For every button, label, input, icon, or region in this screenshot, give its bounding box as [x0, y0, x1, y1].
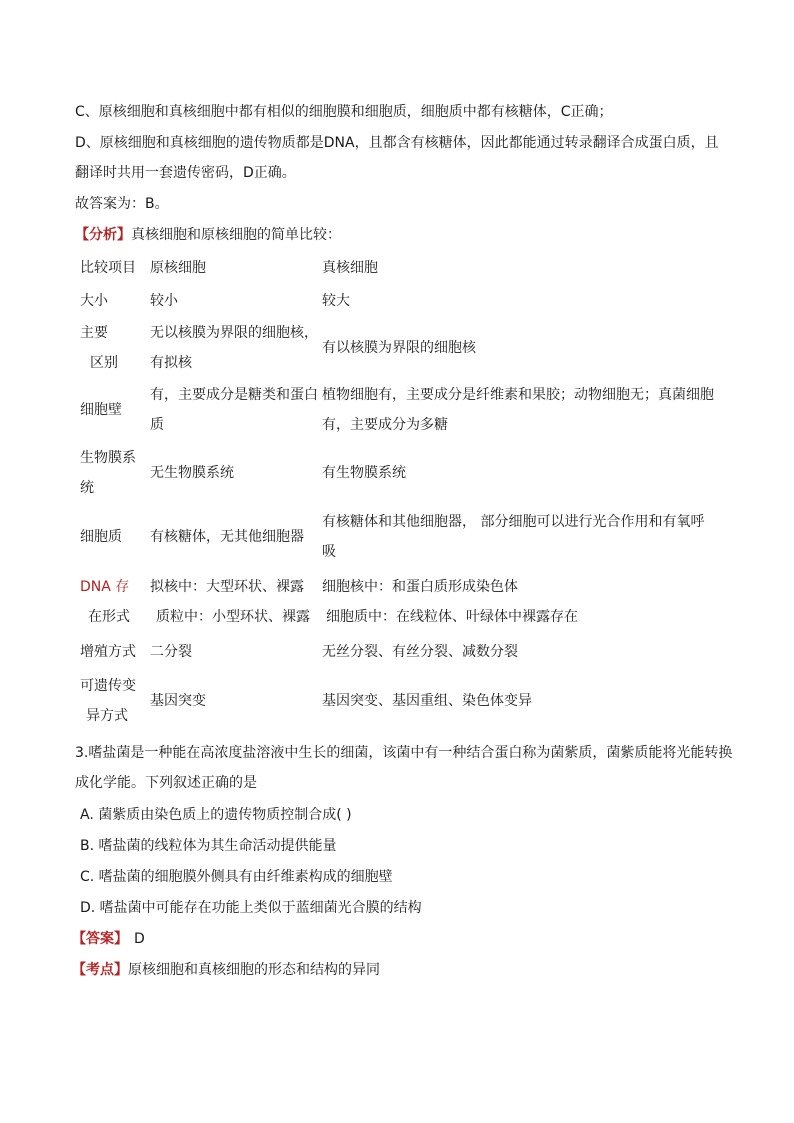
cell-line: 细胞核中：和蛋白质形成染色体 [322, 579, 518, 595]
table-row-main-difference [75, 318, 735, 378]
analysis-label: 【分析】 [75, 227, 131, 243]
prokaryote-cell [150, 318, 322, 378]
header-eukaryote: 真核细胞 [322, 260, 378, 276]
cell-line: 植物细胞有，主要成分是纤维素和果胶；动物细胞无；真菌细胞 [322, 387, 714, 403]
row-label: 增殖方式 [80, 644, 136, 660]
table-header-row [75, 252, 735, 284]
row-label [75, 318, 150, 378]
question-3-stem-line-2: 成化学能。下列叙述正确的是 [75, 775, 257, 791]
option-c: C. 嗜盐菌的细胞膜外侧具有由纤维素构成的细胞壁 [80, 869, 393, 885]
topic-row [72, 960, 380, 980]
prokaryote-cell: 较小 [150, 293, 178, 309]
row-label-line: DNA 存 [80, 579, 130, 595]
cell-line: 质粒中：小型环状、裸露 [156, 609, 310, 625]
eukaryote-cell [322, 507, 732, 567]
header-prokaryote: 原核细胞 [150, 260, 206, 276]
eukaryote-cell: 无丝分裂、有丝分裂、减数分裂 [322, 644, 518, 660]
row-label-line: 可遗传变 [80, 678, 136, 694]
analysis-heading [75, 225, 341, 245]
answer-value: D [134, 931, 145, 947]
row-label: 大小 [80, 293, 108, 309]
option-b: B. 嗜盐菌的线粒体为其生命活动提供能量 [80, 838, 337, 854]
table-row-reproduction [75, 634, 735, 670]
topic-text: 原核细胞和真核细胞的形态和结构的异同 [128, 962, 380, 978]
cell-line: 有拟核 [150, 355, 192, 371]
eukaryote-cell [322, 572, 732, 632]
question-3-stem-line-1: 3.嗜盐菌是一种能在高浓度盐溶液中生长的细菌，该菌中有一种结合蛋白称为菌紫质，菌紫质能将光能转换 [75, 745, 733, 761]
table-row-cell-wall [75, 378, 735, 442]
topic-label: 【考点】 [72, 962, 128, 978]
analysis-text: 真核细胞和原核细胞的简单比较： [131, 227, 341, 243]
prokaryote-cell: 无生物膜系统 [150, 465, 234, 481]
eukaryote-cell: 有生物膜系统 [322, 465, 406, 481]
table-row-variation [75, 670, 735, 732]
cell-line: 有核糖体和其他细胞器， 部分细胞可以进行光合作用和有氧呼 [322, 514, 705, 530]
answer-conclusion: 故答案为：B。 [75, 196, 169, 212]
row-label-line: 在形式 [88, 609, 130, 625]
eukaryote-cell: 基因突变、基因重组、染色体变异 [322, 693, 532, 709]
cell-line: 拟核中：大型环状、裸露 [150, 579, 304, 595]
cell-line: 有，主要成分为多糖 [322, 417, 448, 433]
cell-line: 细胞质中：在线粒体、叶绿体中裸露存在 [326, 609, 578, 625]
row-label-line: 统 [80, 480, 94, 496]
row-label-line: 主要 [80, 325, 108, 341]
prokaryote-cell: 二分裂 [150, 644, 192, 660]
prokaryote-cell: 有核糖体，无其他细胞器 [150, 529, 304, 545]
table-row-cytoplasm [75, 504, 735, 570]
cell-line: 有，主要成分是糖类和蛋白 [150, 387, 318, 403]
row-label [75, 671, 150, 731]
cell-line: 吸 [322, 544, 336, 560]
prokaryote-cell [150, 380, 322, 440]
cell-line: 无以核膜为界限的细胞核， [150, 325, 318, 341]
row-label: 细胞壁 [80, 402, 122, 418]
option-d: D. 嗜盐菌中可能存在功能上类似于蓝细菌光合膜的结构 [80, 900, 422, 916]
row-label-line: 生物膜系 [80, 450, 136, 466]
option-d-explanation-line-1: D、原核细胞和真核细胞的遗传物质都是DNA，且都含有核糖体，因此都能通过转录翻译合成蛋白质，且 [75, 135, 719, 151]
eukaryote-cell: 较大 [322, 293, 350, 309]
answer-row [72, 929, 145, 949]
prokaryote-cell [150, 572, 322, 632]
table-row-size [75, 284, 735, 318]
prokaryote-cell: 基因突变 [150, 693, 206, 709]
cell-line: 质 [150, 417, 164, 433]
table-row-membrane-system [75, 442, 735, 504]
table-row-dna-form [75, 570, 735, 634]
header-item: 比较项目 [80, 260, 136, 276]
option-a: A. 菌紫质由染色质上的遗传物质控制合成( ) [80, 807, 352, 823]
comparison-table [75, 252, 735, 732]
row-label-line: 异方式 [86, 708, 128, 724]
eukaryote-cell: 有以核膜为界限的细胞核 [322, 340, 476, 356]
answer-label: 【答案】 [72, 931, 128, 947]
row-label: 细胞质 [80, 529, 122, 545]
option-c-explanation: C、原核细胞和真核细胞中都有相似的细胞膜和细胞质，细胞质中都有核糖体，C正确； [75, 104, 613, 120]
row-label-line: 区别 [90, 355, 118, 371]
eukaryote-cell [322, 380, 732, 440]
option-d-explanation-line-2: 翻译时共用一套遗传密码，D正确。 [75, 165, 296, 181]
row-label [75, 572, 150, 632]
row-label [75, 443, 150, 503]
